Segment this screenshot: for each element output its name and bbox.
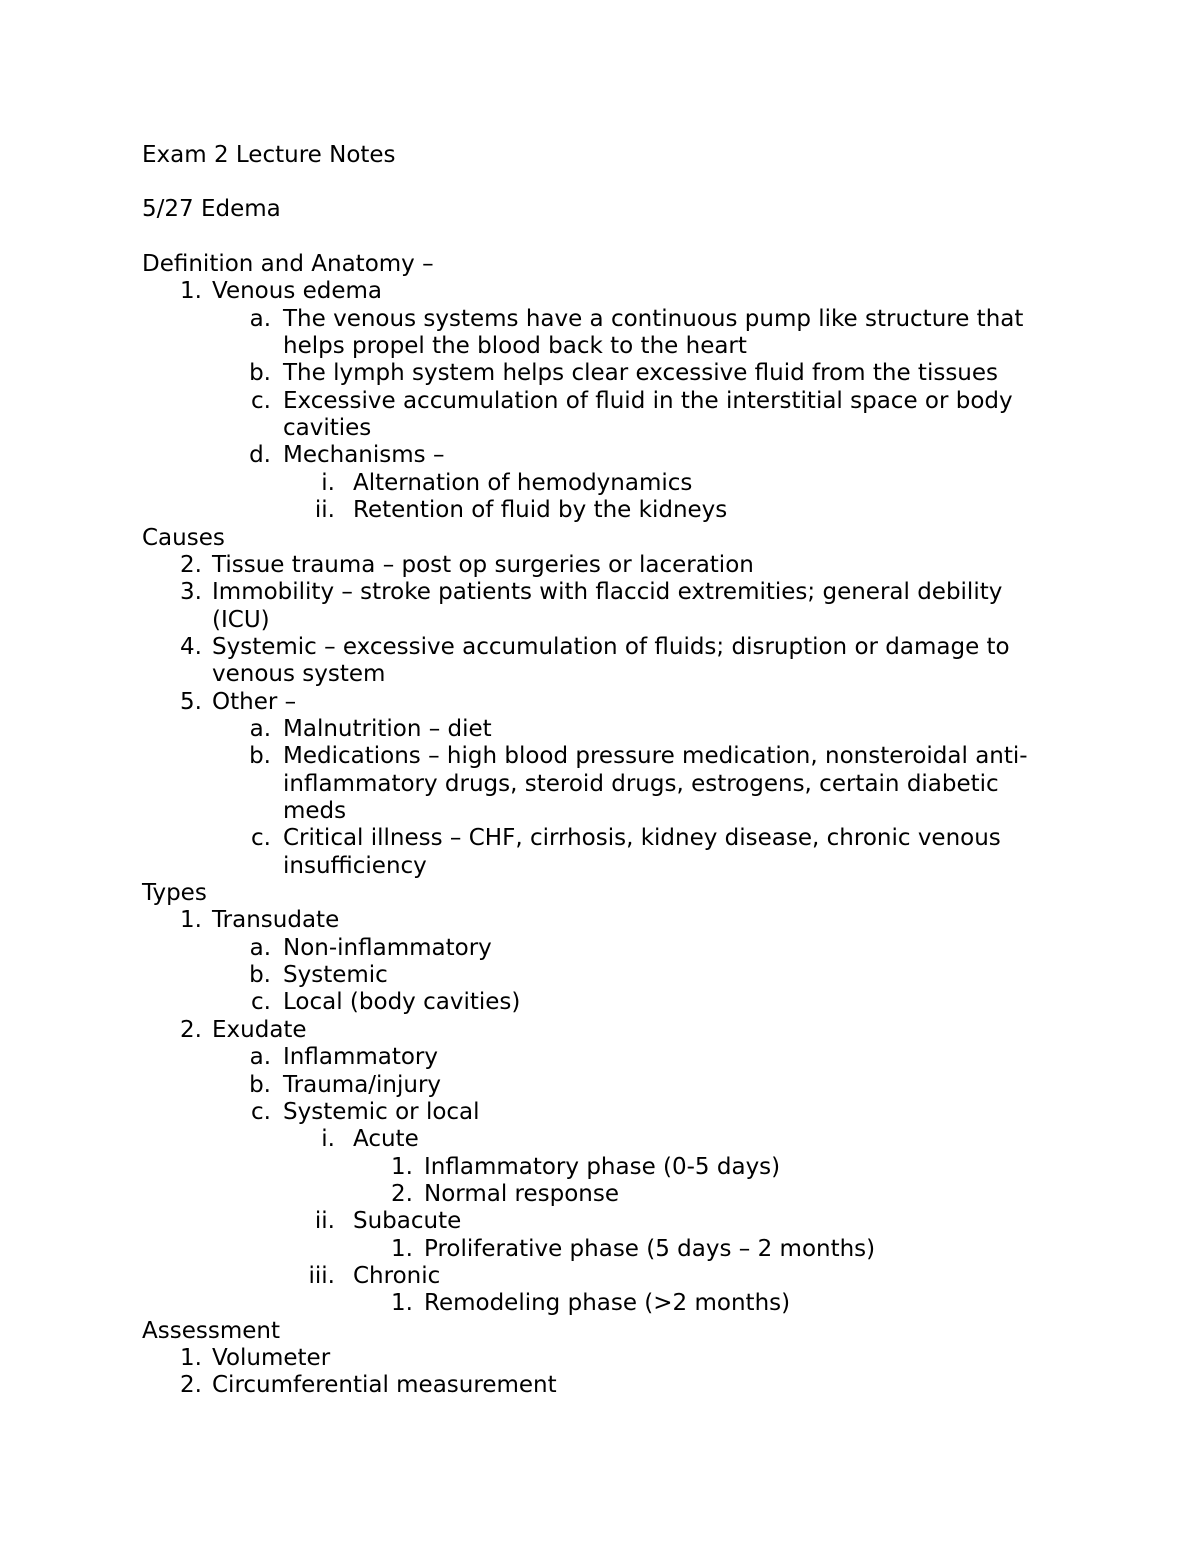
list-item-continuation: (ICU): [212, 607, 270, 633]
list-marker: c.: [251, 388, 271, 414]
list-item: Mechanisms –: [283, 442, 445, 468]
list-marker: b.: [249, 962, 271, 988]
list-item-continuation: venous system: [212, 661, 386, 687]
list-item: Normal response: [424, 1181, 619, 1207]
list-item: Inflammatory phase (0-5 days): [424, 1154, 781, 1180]
lecture-heading: 5/27 Edema: [142, 196, 281, 222]
list-item: Critical illness – CHF, cirrhosis, kidney disease, chronic venous: [283, 825, 1001, 851]
section-heading: Causes: [142, 525, 225, 551]
list-marker: 5.: [180, 689, 202, 715]
list-item: Chronic: [353, 1263, 441, 1289]
section-heading: Assessment: [142, 1318, 280, 1344]
list-marker: a.: [249, 1044, 271, 1070]
list-marker: b.: [249, 1072, 271, 1098]
list-marker: a.: [249, 935, 271, 961]
list-marker: 1.: [180, 278, 202, 304]
list-marker: 2.: [180, 1372, 202, 1398]
list-marker: ii.: [314, 497, 335, 523]
list-item: Volumeter: [212, 1345, 331, 1371]
list-item: Medications – high blood pressure medication, nonsteroidal anti-: [283, 743, 1028, 769]
section-heading: Definition and Anatomy –: [142, 251, 434, 277]
list-item: Excessive accumulation of fluid in the interstitial space or body: [283, 388, 1013, 414]
list-marker: a.: [249, 306, 271, 332]
list-marker: c.: [251, 825, 271, 851]
list-item-continuation: meds: [283, 798, 347, 824]
list-item: The lymph system helps clear excessive fluid from the tissues: [283, 360, 999, 386]
list-marker: 1.: [180, 1345, 202, 1371]
list-item-continuation: cavities: [283, 415, 372, 441]
list-item: Systemic: [283, 962, 388, 988]
list-item: Trauma/injury: [283, 1072, 442, 1098]
list-item: Non-inflammatory: [283, 935, 492, 961]
list-marker: i.: [321, 470, 335, 496]
list-marker: 1.: [180, 907, 202, 933]
list-marker: 1.: [391, 1154, 413, 1180]
list-marker: 2.: [391, 1181, 413, 1207]
list-item: Retention of fluid by the kidneys: [353, 497, 728, 523]
list-item: Inflammatory: [283, 1044, 439, 1070]
list-item: Malnutrition – diet: [283, 716, 492, 742]
list-marker: i.: [321, 1126, 335, 1152]
list-item-continuation: inflammatory drugs, steroid drugs, estrogens, certain diabetic: [283, 771, 999, 797]
list-marker: a.: [249, 716, 271, 742]
list-marker: 3.: [180, 579, 202, 605]
list-marker: iii.: [308, 1263, 335, 1289]
list-item: Remodeling phase (>2 months): [424, 1290, 791, 1316]
list-marker: d.: [249, 442, 271, 468]
list-item: Proliferative phase (5 days – 2 months): [424, 1236, 876, 1262]
list-marker: b.: [249, 360, 271, 386]
list-marker: 1.: [391, 1290, 413, 1316]
section-heading: Types: [142, 880, 207, 906]
list-item: Systemic or local: [283, 1099, 480, 1125]
list-marker: ii.: [314, 1208, 335, 1234]
list-item: Other –: [212, 689, 297, 715]
list-marker: 2.: [180, 552, 202, 578]
list-marker: b.: [249, 743, 271, 769]
list-item: Systemic – excessive accumulation of fluids; disruption or damage to: [212, 634, 1010, 660]
list-item: Transudate: [212, 907, 340, 933]
list-marker: c.: [251, 1099, 271, 1125]
list-marker: 4.: [180, 634, 202, 660]
list-marker: 2.: [180, 1017, 202, 1043]
list-item: Alternation of hemodynamics: [353, 470, 693, 496]
list-item-continuation: insufficiency: [283, 853, 427, 879]
list-item: Venous edema: [212, 278, 383, 304]
list-item-continuation: helps propel the blood back to the heart: [283, 333, 747, 359]
list-item: Subacute: [353, 1208, 462, 1234]
list-item: Acute: [353, 1126, 419, 1152]
document-title: Exam 2 Lecture Notes: [142, 142, 396, 168]
list-item: Local (body cavities): [283, 989, 521, 1015]
list-item: Immobility – stroke patients with flaccid extremities; general debility: [212, 579, 1003, 605]
list-item: Exudate: [212, 1017, 307, 1043]
list-item: Circumferential measurement: [212, 1372, 557, 1398]
list-item: Tissue trauma – post op surgeries or laceration: [212, 552, 754, 578]
list-marker: 1.: [391, 1236, 413, 1262]
list-marker: c.: [251, 989, 271, 1015]
list-item: The venous systems have a continuous pump like structure that: [283, 306, 1024, 332]
